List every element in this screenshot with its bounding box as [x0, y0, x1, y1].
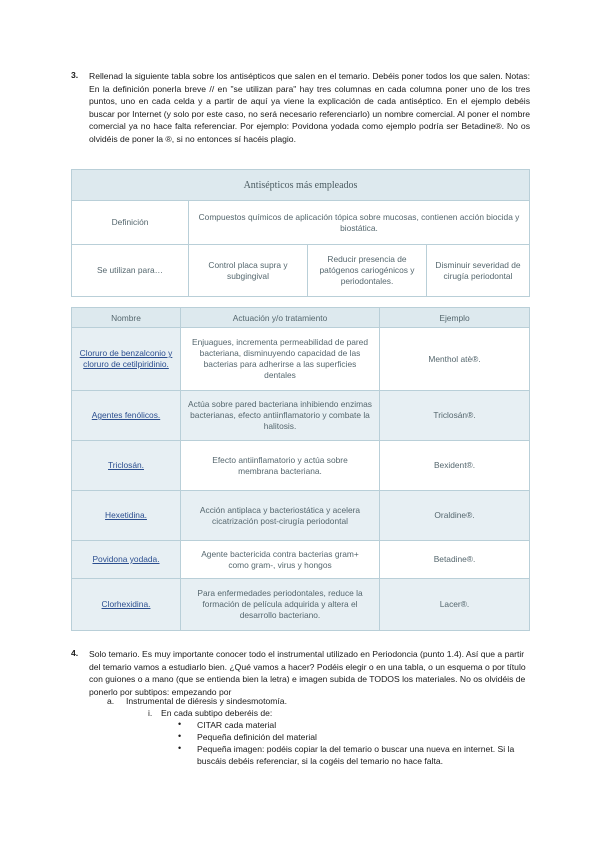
- bullet-item: CITAR cada material: [197, 720, 277, 730]
- bullet-icon: •: [178, 731, 182, 741]
- antiseptic-name-link[interactable]: Clorhexidina.: [101, 599, 151, 609]
- sublist-i-marker: i.: [148, 708, 153, 718]
- antiseptic-name-link[interactable]: Triclosán.: [108, 460, 144, 470]
- antiseptic-name-link[interactable]: Povidona yodada.: [92, 554, 160, 564]
- antiseptic-example: Betadine®.: [380, 541, 530, 579]
- definition-label: Definición: [72, 201, 189, 245]
- antiseptic-example: Menthol atè®.: [380, 328, 530, 391]
- q4-number: 4.: [71, 648, 79, 658]
- table-row: [72, 441, 530, 491]
- antiseptic-action: Efecto antiinflamatorio y actúa sobre membrana bacteriana.: [181, 441, 380, 491]
- bullet-item: Pequeña imagen: podéis copiar la del temario o buscar una nueva en internet. Si la buscáis debéis referenciar, si la cogéis del temario no hace falta.: [197, 744, 515, 766]
- table-row: [72, 541, 530, 579]
- antiseptic-action: Agente bactericida contra bacterias gram+ como gram-, virus y hongos: [181, 541, 380, 579]
- antiseptic-example: Triclosán®.: [380, 391, 530, 441]
- header-ejemplo: Ejemplo: [380, 308, 530, 328]
- table1-title: Antisépticos más empleados: [72, 170, 530, 201]
- definition-text: Compuestos químicos de aplicación tópica sobre mucosas, contienen acción biocida y biostática.: [189, 201, 530, 245]
- uses-label: Se utilizan para…: [72, 245, 189, 297]
- antiseptic-example: Oraldine®.: [380, 491, 530, 541]
- sublist-a-marker: a.: [107, 696, 115, 706]
- bullet-icon: •: [178, 743, 182, 753]
- antiseptic-action: Actúa sobre pared bacteriana inhibiendo enzimas bacterianas, efecto antiinflamatorio y combate la halitosis.: [181, 391, 380, 441]
- bullet-icon: •: [178, 719, 182, 729]
- antiseptic-example: Lacer®.: [380, 579, 530, 631]
- antiseptic-name-link[interactable]: Agentes fenólicos.: [91, 410, 161, 420]
- antiseptic-name-link[interactable]: Hexetidina.: [105, 510, 147, 520]
- table-row: [72, 491, 530, 541]
- antiseptic-action: Acción antiplaca y bacteriostática y acelera cicatrización post-cirugía periodontal: [181, 491, 380, 541]
- q3-number: 3.: [71, 70, 79, 80]
- sublist-a-text: Instrumental de diéresis y sindesmotomía.: [126, 696, 287, 706]
- use-cell: Control placa supra y subgingival: [189, 245, 308, 297]
- use-cell: Disminuir severidad de cirugía periodontal: [427, 245, 530, 297]
- bullet-item: Pequeña definición del material: [197, 732, 317, 742]
- table-row: [72, 328, 530, 391]
- use-cell: Reducir presencia de patógenos cariogénicos y periodontales.: [308, 245, 427, 297]
- header-nombre: Nombre: [72, 308, 181, 328]
- sublist-i-text: En cada subtipo deberéis de:: [161, 708, 273, 718]
- antiseptic-example: Bexident®.: [380, 441, 530, 491]
- antiseptic-action: Para enfermedades periodontales, reduce la formación de película adquirida y altera el desarrollo bacteriano.: [181, 579, 380, 631]
- antiseptic-name-link[interactable]: Cloruro de benzalconio y cloruro de cetilpiridinio.: [79, 348, 173, 369]
- table-row: [72, 391, 530, 441]
- q3-text: Rellenad la siguiente tabla sobre los antisépticos que salen en el temario. Debéis poner todos los que salen. Notas: En la definición ponerla breve // en "se utilizan para" hay tres columnas en cada columna poner uno de los tres puntos, uno en cada celda y a partir de aquí ya viene la explicación de cada antiséptico. En el ejemplo debéis buscar por Internet (y solo por este caso, no será necesario referenciarlo) un nombre comercial. Al poner el nombre comercial ya no hace falta referenciar. Por ejemplo: Povidona yodada como ejemplo podría ser Betadine®. No os olvidéis de poner la ®, si no entonces sí hacéis plagio.: [89, 71, 530, 144]
- table-row: [72, 579, 530, 631]
- header-actuacion: Actuación y/o tratamiento: [181, 308, 380, 328]
- antiseptic-action: Enjuagues, incrementa permeabilidad de pared bacteriana, disminuyendo capacidad de las bacterias para adherirse a las superficies dentales: [181, 328, 380, 391]
- antiseptics-detail-table: [71, 307, 530, 631]
- q4-text: Solo temario. Es muy importante conocer todo el instrumental utilizado en Periodoncia (punto 1.4). Así que a partir del temario vamos a estudiarlo bien. ¿Qué vamos a hacer? Podéis elegir o en una tabla, o un esquema o por título con guiones o a mano (que se entienda bien la letra) e imagen subida de TODOS los materiales. No os olvidéis de ponerlo por subtipos: empezando por: [89, 649, 526, 697]
- antiseptics-summary-table: [71, 169, 530, 297]
